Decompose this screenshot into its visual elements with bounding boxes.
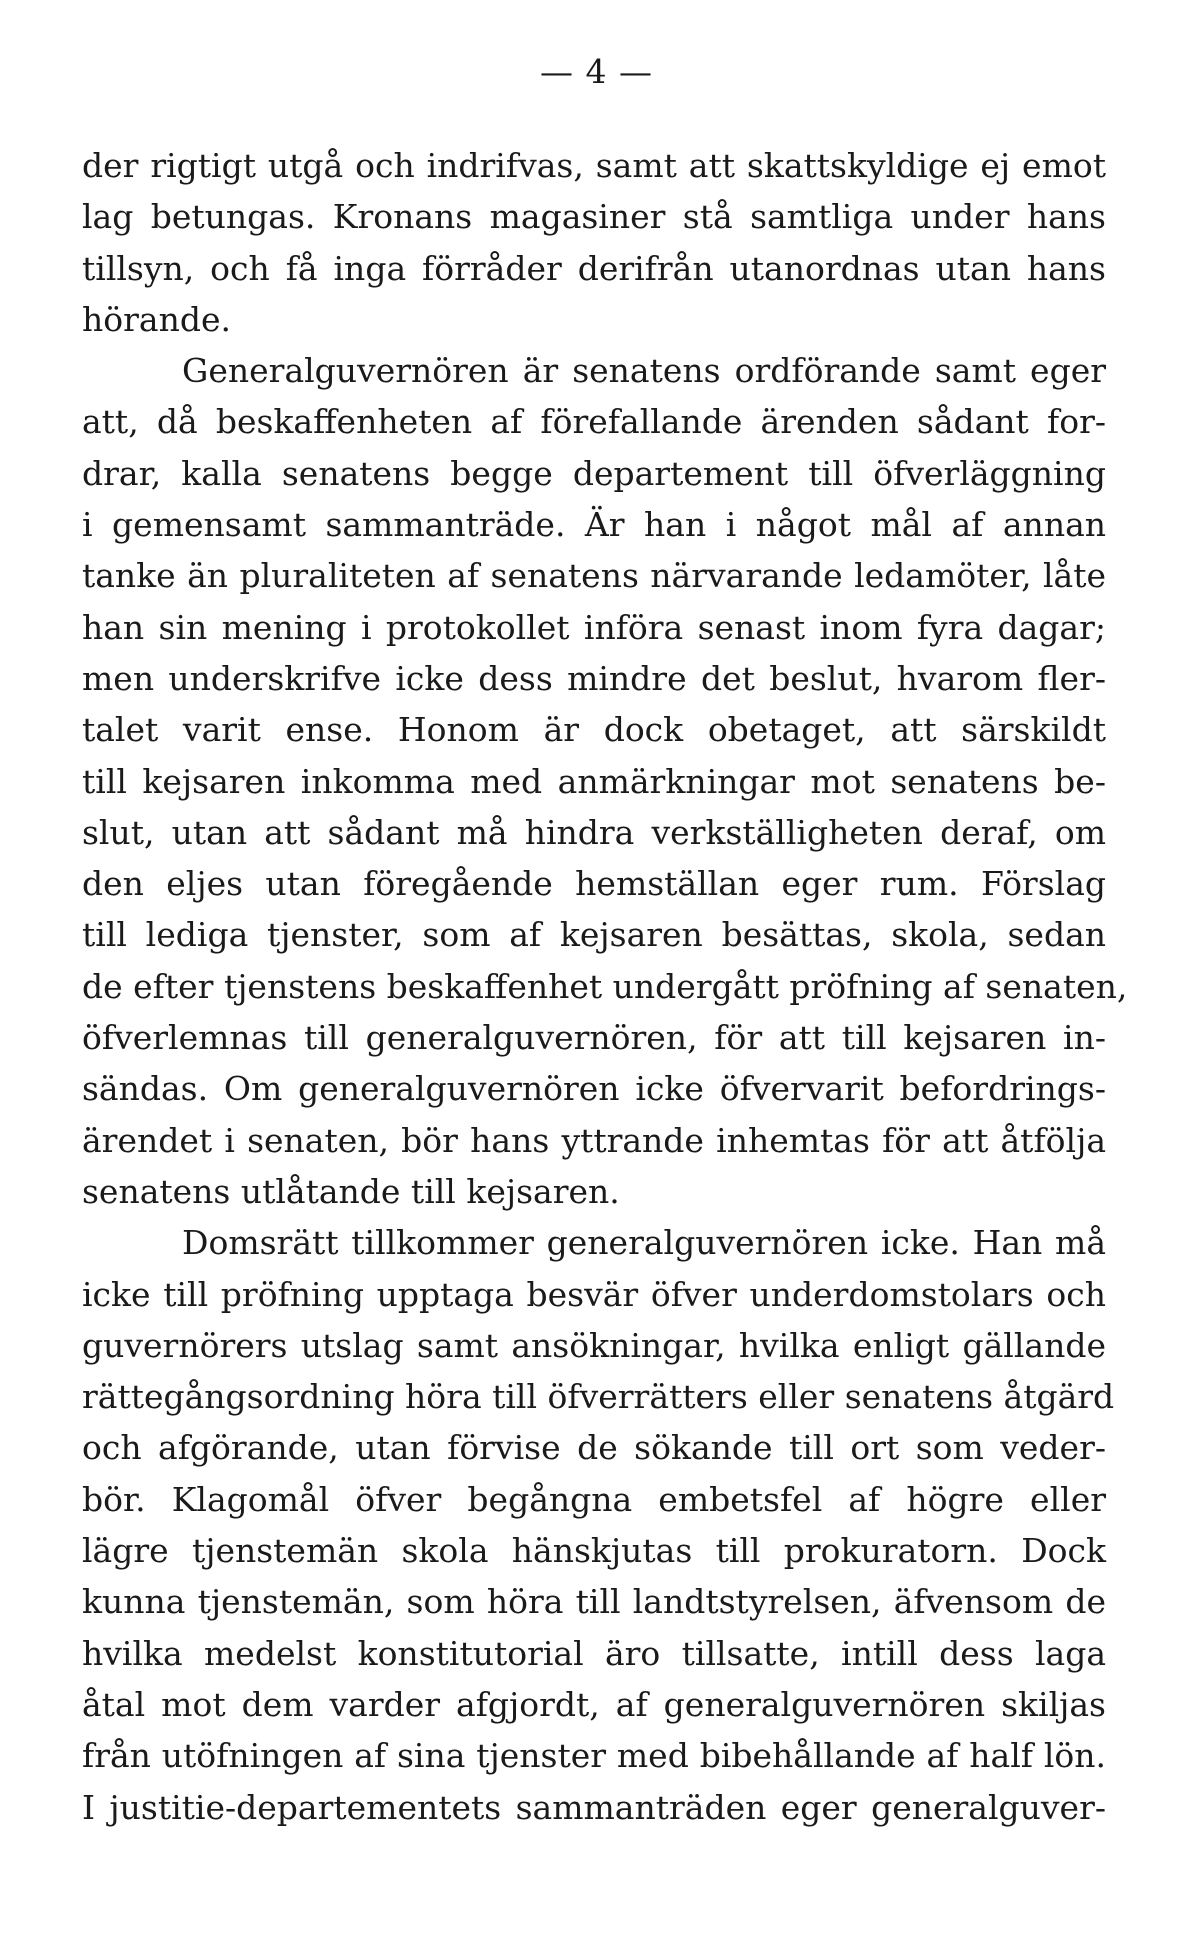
text-line: drar, kalla senatens begge departement till öfverläggning — [82, 453, 1106, 493]
body-text — [82, 140, 1128, 1833]
text-line: icke till pröfning upptaga besvär öfver underdomstolars och — [82, 1274, 1106, 1314]
text-line: talet varit ense. Honom är dock obetaget, att särskildt — [82, 710, 1106, 750]
text-line: Generalguvernören är senatens ordförande samt eger — [182, 351, 1106, 391]
text-line: sändas. Om generalguvernören icke öfvervarit befordrings- — [82, 1069, 1106, 1109]
text-line: lägre tjenstemän skola hänskjutas till prokuratorn. Dock — [82, 1531, 1106, 1571]
text-line: tillsyn, och få inga förråder derifrån utanordnas utan hans — [82, 248, 1106, 288]
text-line: slut, utan att sådant må hindra verkställigheten deraf, om — [82, 812, 1106, 852]
text-line: lag betungas. Kronans magasiner stå samtliga under hans — [82, 197, 1106, 237]
text-line: åtal mot dem varder afgjordt, af generalguvernören skiljas — [82, 1684, 1106, 1724]
text-line: han sin mening i protokollet införa senast inom fyra dagar; — [82, 607, 1106, 647]
text-line: men underskrifve icke dess mindre det beslut, hvarom fler- — [82, 658, 1106, 698]
text-line: rättegångsordning höra till öfverrätters eller senatens åtgärd — [82, 1377, 1115, 1417]
text-line: hörande. — [82, 299, 231, 339]
text-line: tanke än pluraliteten af senatens närvarande ledamöter, låte — [82, 556, 1106, 596]
text-line: Domsrätt tillkommer generalguvernören icke. Han må — [182, 1223, 1106, 1263]
text-line: till kejsaren inkomma med anmärkningar mot senatens be- — [82, 761, 1106, 801]
text-line: att, då beskaffenheten af förefallande ärenden sådant for- — [82, 402, 1106, 442]
text-line: I justitie-departementets sammanträden eger generalguver- — [82, 1787, 1106, 1827]
page-number: — 4 — — [540, 52, 653, 91]
text-line: i gemensamt sammanträde. Är han i något mål af annan — [82, 505, 1106, 545]
text-line: de efter tjenstens beskaffenhet undergått pröfning af senaten, — [82, 966, 1128, 1006]
text-line: öfverlemnas till generalguvernören, för att till kejsaren in- — [82, 1018, 1106, 1058]
text-line: ärendet i senaten, bör hans yttrande inhemtas för att åtfölja — [82, 1120, 1106, 1160]
text-line: kunna tjenstemän, som höra till landtstyrelsen, äfvensom de — [82, 1582, 1106, 1622]
text-line: och afgörande, utan förvise de sökande till ort som veder- — [82, 1428, 1106, 1468]
text-line: från utöfningen af sina tjenster med bibehållande af half lön. — [82, 1736, 1106, 1776]
text-line: der rigtigt utgå och indrifvas, samt att skattskyldige ej emot — [82, 146, 1106, 185]
text-line: bör. Klagomål öfver begångna embetsfel af högre eller — [82, 1479, 1106, 1519]
text-line: den eljes utan föregående hemställan eger rum. Förslag — [82, 864, 1106, 904]
text-line: senatens utlåtande till kejsaren. — [82, 1171, 620, 1211]
text-line: hvilka medelst konstitutorial äro tillsatte, intill dess laga — [82, 1633, 1106, 1673]
text-line: guvernörers utslag samt ansökningar, hvilka enligt gällande — [82, 1325, 1106, 1365]
text-line: till lediga tjenster, som af kejsaren besättas, skola, sedan — [82, 915, 1106, 955]
